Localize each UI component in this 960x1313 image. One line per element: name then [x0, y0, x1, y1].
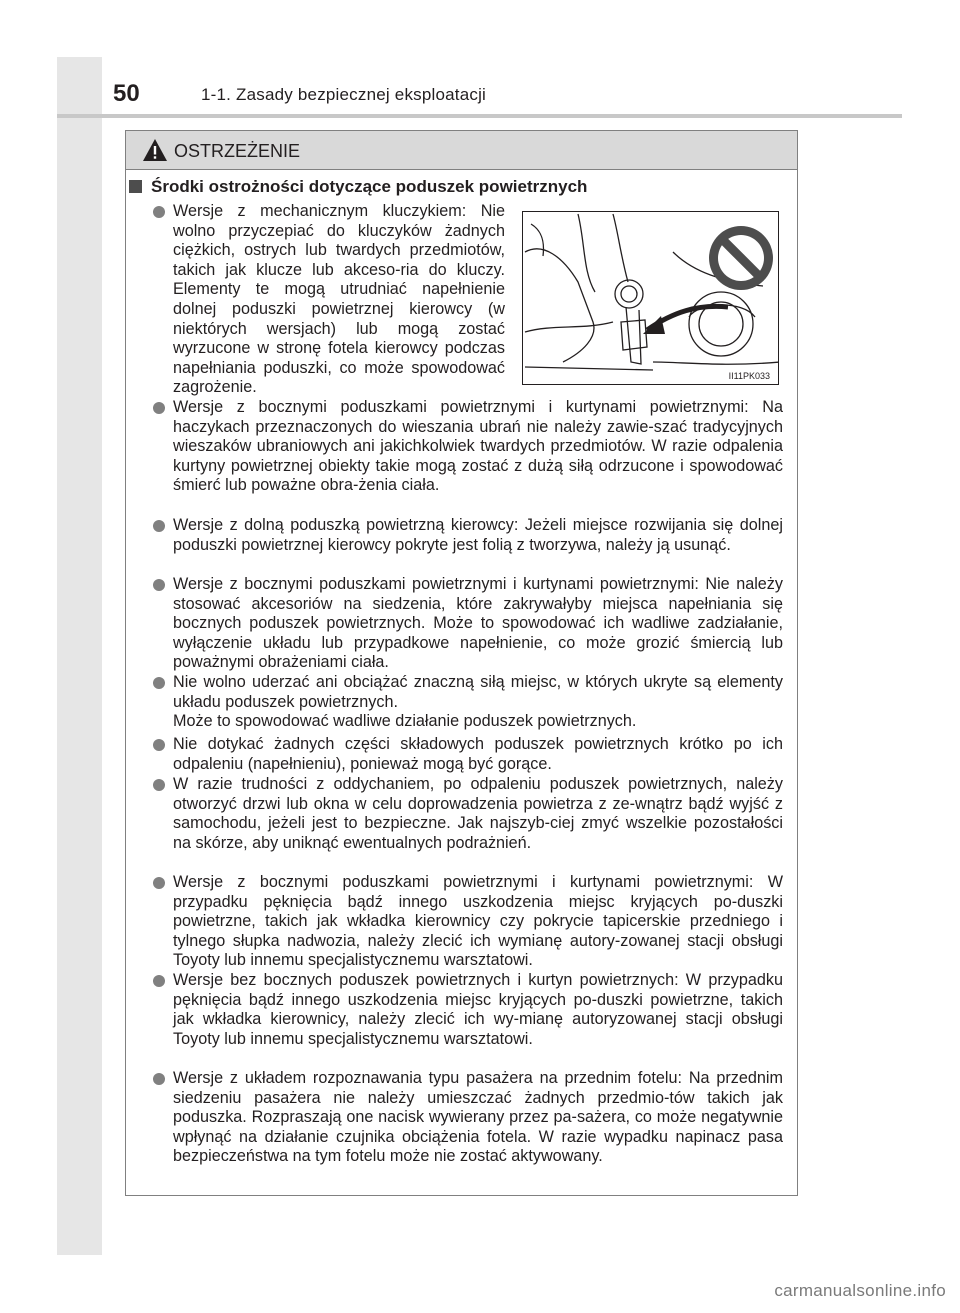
bullet-icon — [153, 579, 165, 591]
warning-item-text: Wersje z dolną poduszką powietrzną kierowcy: Jeżeli miejsce rozwijania się dolnej poduszki powietrznej kierowcy pokryte jest folią z tworzywa, należy ją usunąć. — [173, 516, 783, 554]
warning-item — [173, 873, 783, 971]
bullet-icon — [153, 779, 165, 791]
warning-item-text: Wersje z bocznymi poduszkami powietrznymi i kurtynami powietrznymi: W przypadku pęknięcia bądź innego uszkodzenia miejsc kryjących po-duszki powietrzne, takich jak wkładka kierownicy czy pokrycie tapicerskie przedniego i tylnego słupka nadwozia, należy zlecić ich wymianę autory-zowanej stacji obsługi Toyoty lub innemu specjalistycznemu warsztatowi. — [173, 873, 783, 970]
side-strip — [57, 57, 102, 1255]
warning-item-text: Nie wolno uderzać ani obciążać znaczną siłą miejsc, w których ukryte są elementy układu poduszek powietrznych. Może to spowodować wadliwe działanie poduszek powietrznych. — [173, 673, 783, 731]
bullet-icon — [153, 1073, 165, 1085]
bullet-icon — [153, 520, 165, 532]
header-rule — [57, 114, 902, 118]
prohibited-sign-icon — [709, 226, 773, 290]
warning-item — [173, 775, 783, 853]
warning-item — [173, 398, 783, 496]
warning-item-text: Wersje z bocznymi poduszkami powietrznymi i kurtynami powietrznymi: Na haczykach przeznaczonych do wieszania ubrań nie należy zawie-szać tradycyjnych wieszaków ubraniowych ani jakichkolwiek twardych przedmiotów. W razie odpalenia kurtyny powietrznej obiekty takie mogą zostać z dużą siłą odrzucone i spowodować śmierć lub poważne obra-żenia ciała. — [173, 398, 783, 495]
figure-code: II11PK033 — [728, 371, 770, 381]
warning-item-text: Wersje z mechanicznym kluczykiem: Nie wolno przyczepiać do kluczyków żadnych ciężkich, ostrych lub twardych przedmiotów, takich jak klucze lub akceso-ria do kluczy. Elementy te mogą utrudniać napełnienie dolnej poduszki powietrznej kierowcy (w niektórych wersjach) lub mogą zostać wyrzucone w stronę fotela kierowcy podczas napełniania poduszki, co może spowodować zagrożenie. — [173, 202, 505, 397]
illustration — [522, 211, 779, 385]
warning-item-text: Nie dotykać żadnych części składowych poduszek powietrznych krótko po ich odpaleniu (napełnieniu), ponieważ mogą być gorące. — [173, 735, 783, 773]
square-bullet-icon — [129, 180, 142, 193]
watermark: carmanualsonline.info — [774, 1281, 946, 1300]
warning-item — [173, 202, 505, 398]
chapter-title: 1-1. Zasady bezpiecznej eksploatacji — [201, 85, 487, 104]
bullet-icon — [153, 206, 165, 218]
warning-item-text: W razie trudności z oddychaniem, po odpaleniu poduszek powietrznych, należy otworzyć drzwi lub okna w celu doprowadzenia powietrza z ze-wnątrz bądź wyjść z samochodu, jeżeli jest to bezpieczne. Jak najszyb-ciej zmyć wszelkie pozostałości na skórze, aby uniknąć ewentualnych podrażnień. — [173, 775, 783, 852]
warning-item — [173, 1069, 783, 1167]
warning-item — [173, 735, 783, 774]
warning-item — [173, 971, 783, 1049]
warning-triangle-icon — [142, 138, 168, 162]
bullet-icon — [153, 677, 165, 689]
bullet-icon — [153, 402, 165, 414]
warning-header — [126, 131, 797, 170]
section-title-text: Środki ostrożności dotyczące poduszek powietrznych — [151, 177, 588, 196]
warning-item-text: Wersje z bocznymi poduszkami powietrznymi i kurtynami powietrznymi: Nie należy stosować akcesoriów na siedzenia, które zakrywałyby miejsca napełniania się bocznych poduszek powietrznych. Może to spowodować ich wadliwe zadziałanie, wyłączenie układu lub przypadkowe napełnienie, co może grozić śmiercią lub poważnymi obrażeniami ciała. — [173, 575, 783, 672]
section-title — [129, 176, 587, 198]
page-number: 50 — [113, 80, 140, 107]
warning-item — [173, 673, 783, 732]
warning-title: OSTRZEŻENIE — [174, 141, 301, 161]
warning-item — [173, 516, 783, 555]
bullet-icon — [153, 877, 165, 889]
warning-item — [173, 575, 783, 673]
ignition-key-illustration — [523, 212, 779, 385]
warning-item-text: Wersje bez bocznych poduszek powietrznych i kurtyn powietrznych: W przypadku pęknięcia bądź innego uszkodzenia miejsc kryjących po-duszki powietrzne, takich jak wkładka kierownicy, należy zlecić ich wy-mianę autoryzowanej stacji obsługi Toyoty lub innemu specjalistycznemu warsztatowi. — [173, 971, 783, 1048]
warning-item-text: Wersje z układem rozpoznawania typu pasażera na przednim fotelu: Na przednim siedzeniu pasażera nie należy umieszczać żadnych przedmio-tów takich jak poduszka. Rozpraszają one nacisk wywierany przez pa-sażera, co może negatywnie wpłynąć na działanie czujnika obciążenia fotela. W razie wypadku napinacz pasa bezpieczeństwa na tym fotelu może nie zostać aktywowany. — [173, 1069, 783, 1166]
bullet-icon — [153, 975, 165, 987]
bullet-icon — [153, 739, 165, 751]
